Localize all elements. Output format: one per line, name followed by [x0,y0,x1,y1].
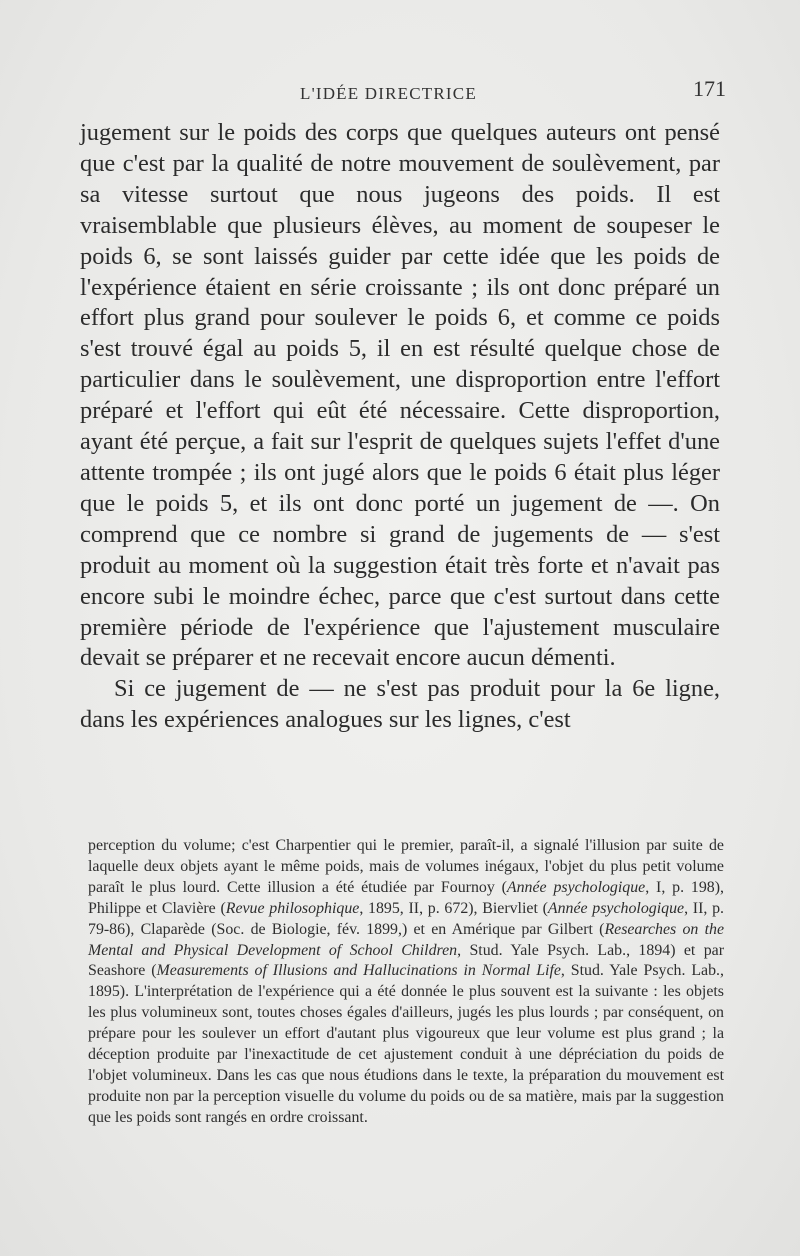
footnote-paragraph [88,836,724,1129]
running-header [80,76,726,114]
body-paragraph-1: jugement sur le poids des corps que quelques auteurs ont pensé que c'est par la qualité de notre mouvement de soulèvement, par sa vitesse surtout que nous jugeons des poids. Il est vraisemblable que plusieurs élèves, au moment de soupeser le poids 6, se sont laissés guider par cette idée que les poids de l'expérience étaient en série croissante ; ils ont donc préparé un effort plus grand pour soulever le poids 6, et comme ce poids s'est trouvé égal au poids 5, il en est résulté quelque chose de particulier dans le soulèvement, une disproportion entre l'effort préparé et l'effort qui eût été nécessaire. Cette disproportion, ayant été perçue, a fait sur l'esprit de quelques sujets l'effet d'une attente trompée ; ils ont jugé alors que le poids 6 était plus léger que le poids 5, et ils ont donc porté un jugement de —. On comprend que ce nombre si grand de jugements de — s'est produit au moment où la suggestion était très forte et n'avait pas encore subi le moindre échec, parce que c'est surtout dans cette première période de l'expérience que l'ajustement musculaire devait se préparer et ne recevait encore aucun démenti. [80,119,720,672]
page-number: 171 [693,76,726,101]
footnote-citation-title: Measurements of Illusions and Hallucinations in Normal Life [156,962,561,980]
footnote [88,836,724,1129]
body-paragraph-2: Si ce jugement de — ne s'est pas produit pour la 6e ligne, dans les expériences analogues sur les lignes, c'est [80,675,720,734]
footnote-citation-title: Revue philosophique [225,899,360,917]
footnote-segment: , Stud. Yale Psych. Lab., 1894) et par Seashore ( [88,941,724,980]
footnote-segment: , Stud. Yale Psych. Lab., 1895). L'interprétation de l'expérience qui a été donnée le plus souvent est la suivante : les objets les plus volumineux sont, toutes choses égales d'ailleurs, jugés les plus lourds ; par conséquent, on prépare pour les soulever un effort d'autant plus vigoureux que leur volume est plus grand ; la déception produite par l'inexactitude de cet ajustement conduit à une dépréciation du poids de l'objet volumineux. Dans les cas que nous étudions dans le texte, la préparation du mouvement est produite non par la perception visuelle du volume du poids ou de sa matière, mais par la suggestion que les poids sont rangés en ordre croissant. [88,962,724,1126]
footnote-segment: , I, p. 198), Philippe et Clavière ( [88,878,724,917]
footnote-segment: , II, p. 79-86), Claparède (Soc. de Biologie, fév. 1899,) et en Amérique par Gilbert ( [88,899,724,938]
footnote-citation-title: Année psychologique [506,878,646,896]
footnote-citation-title: Année psychologique [547,899,685,917]
running-title: L'IDÉE DIRECTRICE [300,84,477,103]
footnote-segment: perception du volume; c'est Charpentier qui le premier, paraît-il, a signalé l'illusion par suite de laquelle deux objets ayant le même poids, mais de volumes inégaux, l'objet du plus petit volume paraît le plus lourd. Cette illusion a été étudiée par Fournoy ( [88,837,724,896]
body-text [80,118,720,736]
footnote-segment: , 1895, II, p. 672), Biervliet ( [359,899,548,917]
footnote-citation-title: Researches on the Mental and Physical Development of School Children [88,920,724,959]
